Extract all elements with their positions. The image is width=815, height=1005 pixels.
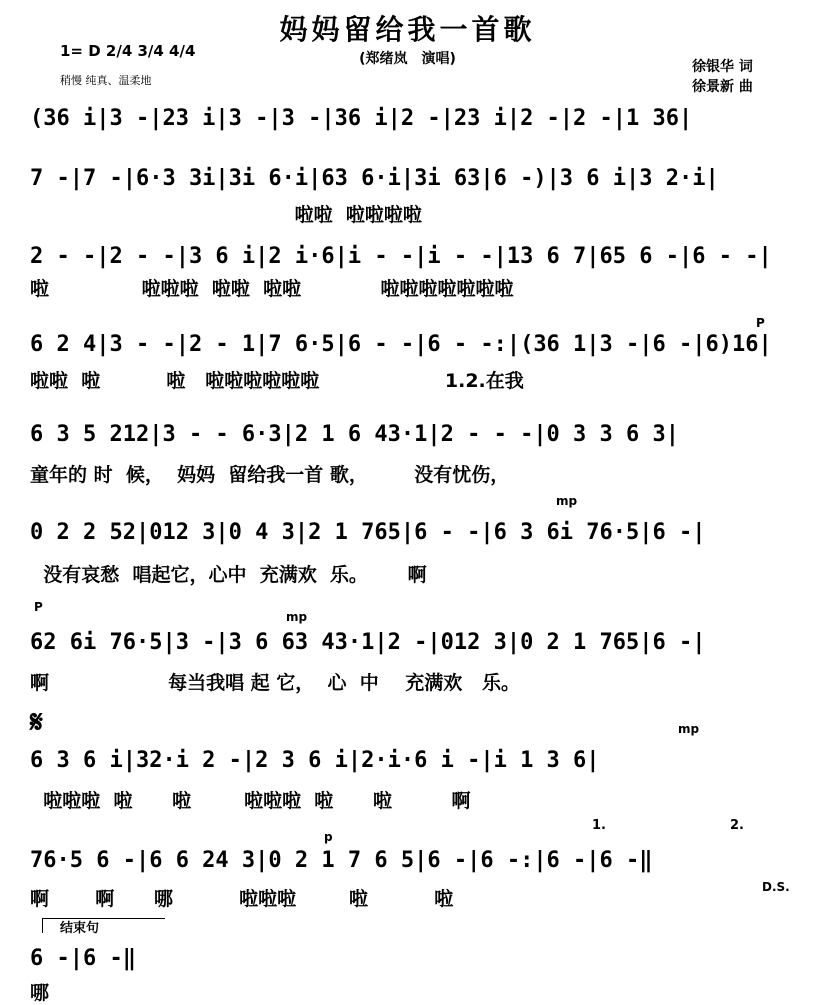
segno-icon: 𝄋 xyxy=(30,705,43,740)
notation-line-7: 62 6i 76·5|3 -|3 6 63 43·1|2 -|012 3|0 2 1 765|6 -| xyxy=(30,629,706,655)
lyricist-credit: 徐银华 词 xyxy=(692,59,753,75)
lyric-line-5: 童年的 时 候， 妈妈 留给我一首 歌， 没有忧伤， xyxy=(30,464,510,486)
volta-1-label: 1. xyxy=(592,818,606,833)
dal-segno-mark: D.S. xyxy=(762,880,790,894)
dynamic-p-3: p xyxy=(324,830,333,844)
dynamic-mp-1: mp xyxy=(556,494,578,508)
key-signature: 1= D 2/4 3/4 4/4 xyxy=(60,42,196,60)
composer-credit: 徐景新 曲 xyxy=(692,79,753,95)
notation-ending: 6 -|6 -‖ xyxy=(30,945,136,971)
performer-subtitle: (郑绪岚 演唱) xyxy=(359,51,456,67)
lyric-line-9: 啊 啊 哪 啦啦啦 啦 啦 xyxy=(30,888,454,910)
lyric-line-7: 啊 每当我唱 起 它， 心 中 充满欢 乐。 xyxy=(30,672,521,694)
dynamic-mp-2: mp xyxy=(286,610,308,624)
lyric-line-6: 没有哀愁 唱起它，心中 充满欢 乐。 啊 xyxy=(30,564,427,586)
notation-line-9: 76·5 6 -|6 6 24 3|0 2 1 7 6 5|6 -|6 -:|6 -|6 -‖ xyxy=(30,847,653,873)
ending-label: 结束句 xyxy=(60,921,100,936)
notation-line-2: 7 -|7 -|6·3 3i|3i 6·i|63 6·i|3i 63|6 -)|3 6 i|3 2·i| xyxy=(30,165,719,191)
notation-line-1: (36 i|3 -|23 i|3 -|3 -|36 i|2 -|23 i|2 -|2 -|1 36| xyxy=(30,105,693,131)
notation-line-4: 6 2 4|3 - -|2 - 1|7 6·5|6 - -|6 - -:|(36 1|3 -|6 -|6)16| xyxy=(30,331,772,357)
lyric-line-2: 啦啦 啦啦啦啦 xyxy=(30,204,422,226)
dynamic-p-2: P xyxy=(34,600,43,614)
notation-line-5: 6 3 5 212|3 - - 6·3|2 1 6 43·1|2 - - -|0 3 3 6 3| xyxy=(30,421,680,447)
tempo-marking: 稍慢 纯真、温柔地 xyxy=(60,74,152,87)
lyric-line-4: 啦啦 啦 啦 啦啦啦啦啦啦 1.2.在我 xyxy=(30,370,524,392)
notation-line-8: 6 3 6 i|32·i 2 -|2 3 6 i|2·i·6 i -|i 1 3 6| xyxy=(30,747,600,773)
notation-line-3: 2 - -|2 - -|3 6 i|2 i·6|i - -|i - -|13 6 7|65 6 -|6 - -| xyxy=(30,243,772,269)
lyric-ending: 哪 xyxy=(30,982,50,1004)
song-title: 妈妈留给我一首歌 xyxy=(279,13,536,46)
dynamic-mp-3: mp xyxy=(678,722,700,736)
dynamic-p-1: P xyxy=(756,316,765,330)
notation-line-6: 0 2 2 52|012 3|0 4 3|2 1 765|6 - -|6 3 6i 76·5|6 -| xyxy=(30,519,706,545)
lyric-line-8: 啦啦啦 啦 啦 啦啦啦 啦 啦 啊 xyxy=(30,790,471,812)
lyric-line-3: 啦 啦啦啦 啦啦 啦啦 啦啦啦啦啦啦啦 xyxy=(30,278,514,300)
volta-2-label: 2. xyxy=(730,818,744,833)
